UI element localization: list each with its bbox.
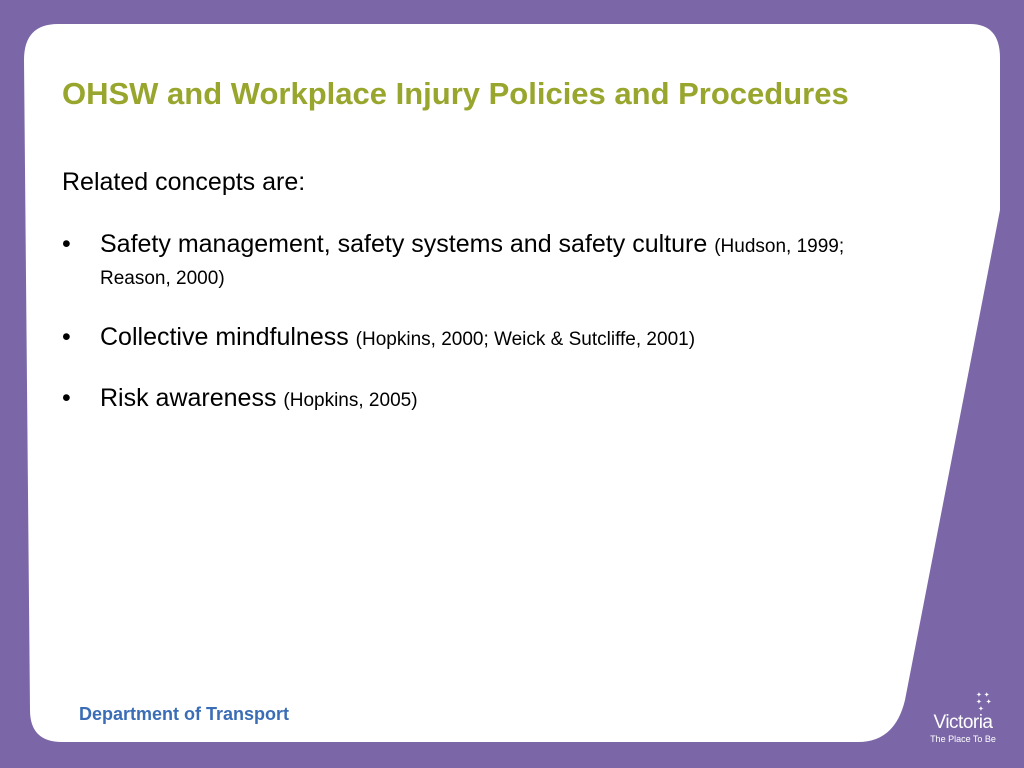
- bullet-text: Risk awareness: [100, 384, 277, 412]
- bullet-citation-continued: Reason, 2000): [100, 268, 225, 289]
- list-item: [62, 382, 962, 417]
- bullet-marker: •: [62, 230, 71, 258]
- bullet-citation: (Hopkins, 2005): [283, 390, 418, 411]
- slide-title: OHSW and Workplace Injury Policies and Procedures: [62, 76, 849, 111]
- logo-tagline: The Place To Be: [930, 734, 996, 744]
- bullet-marker: •: [62, 323, 71, 351]
- bullet-marker: •: [62, 384, 71, 412]
- victoria-logo: [924, 690, 1002, 748]
- intro-text: Related concepts are:: [62, 168, 306, 196]
- list-item: [62, 321, 962, 356]
- bullet-citation: (Hudson, 1999;: [714, 236, 845, 257]
- bullet-text: Safety management, safety systems and safety culture: [100, 230, 708, 258]
- list-item: [62, 228, 962, 295]
- department-name: Department of Transport: [79, 704, 290, 724]
- bullet-text: Collective mindfulness: [100, 323, 349, 351]
- southern-cross-stars-icon: ✦ ✦ ✦ ✦ ✦: [976, 692, 992, 713]
- logo-word: Victoria: [933, 712, 993, 733]
- bullet-citation: (Hopkins, 2000; Weick & Sutcliffe, 2001): [355, 329, 696, 350]
- concept-list: [62, 228, 962, 417]
